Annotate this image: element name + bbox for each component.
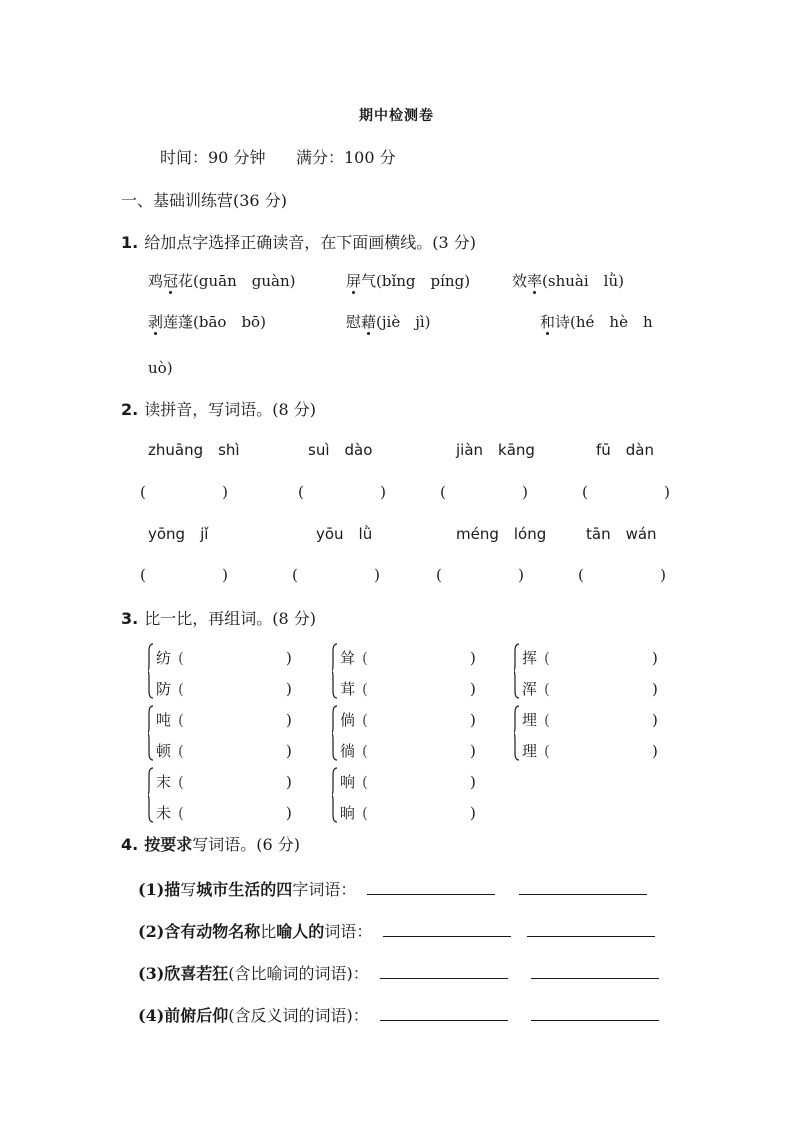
question-4-text: 写词语。(6 分) [192,835,300,854]
pinyin-3: jiàn kāng [456,441,535,459]
compare-group-2: 耸 ( ) 茸 ( ) [332,641,492,703]
brace-icon [148,767,154,823]
brace-icon [514,705,520,761]
answer-box-6[interactable]: ( ) [292,566,380,584]
question-3-prompt [121,611,316,627]
score-info: 满分：100 分 [296,148,396,167]
answer-line[interactable] [531,1006,659,1021]
compare-group-6: 埋 ( ) 理 ( ) [514,703,674,765]
brace-icon [332,643,338,699]
section-heading: 一、基础训练营(36 分) [121,191,287,210]
answer-box-8[interactable]: ( ) [578,566,666,584]
compare-group-5: 倘 ( ) 徜 ( ) [332,703,492,765]
compare-group-4: 吨 ( ) 顿 ( ) [148,703,308,765]
compare-group-1: 纺 ( ) 防 ( ) [148,641,308,703]
compare-group-7: 末 ( ) 未 ( ) [148,765,308,827]
pinyin-2: suì dào [308,441,373,459]
question-1-prompt [121,235,476,251]
question-2-text: 读拼音，写词语。(8 分) [144,400,316,419]
pinyin-8: tān wán [586,525,657,543]
answer-box-1[interactable]: ( ) [140,483,228,501]
pinyin-7: méng lóng [456,525,547,543]
answer-line[interactable] [531,964,659,979]
brace-icon [332,705,338,761]
q1-item-6: 和诗(hé hè h [540,313,653,331]
q1-item-6-cont: uò) [148,359,173,377]
q4-item-1: (1)描写城市生活的四字词语： [138,880,647,898]
answer-line[interactable] [519,880,647,895]
answer-line[interactable] [527,922,655,937]
q1-item-1: 鸡冠花(guān guàn) [148,272,296,290]
compare-group-3: 挥 ( ) 浑 ( ) [514,641,674,703]
question-2-number: 2. [121,400,139,419]
pinyin-5: yōng jǐ [148,525,209,543]
answer-box-5[interactable]: ( ) [140,566,228,584]
pinyin-1: zhuāng shì [148,441,240,459]
answer-box-2[interactable]: ( ) [298,483,386,501]
q1-item-3: 效率(shuài lǜ) [512,272,624,290]
brace-icon [332,767,338,823]
question-3-number: 3. [121,609,139,628]
answer-line[interactable] [383,922,511,937]
pinyin-6: yōu lǜ [316,525,373,543]
q1-item-4: 剥莲蓬(bāo bō) [148,313,266,331]
pinyin-4: fū dàn [596,441,655,459]
question-3-text: 比一比，再组词。(8 分) [144,609,316,628]
q1-item-2: 屏气(bǐng píng) [346,272,471,290]
question-2-prompt [121,402,316,418]
answer-line[interactable] [367,880,495,895]
q1-item-5: 慰藉(jiè jì) [346,313,431,331]
question-4-number: 4. [121,835,139,854]
page-title: 期中检测卷 [359,108,434,124]
q4-item-2: (2)含有动物名称比喻人的词语： [138,922,655,940]
q4-item-4: (4)前俯后仰(含反义词的词语)： [138,1006,659,1024]
brace-icon [514,643,520,699]
question-1-number: 1. [121,233,139,252]
answer-box-4[interactable]: ( ) [582,483,670,501]
question-1-text: 给加点字选择正确读音，在下面画横线。(3 分) [144,233,476,252]
brace-icon [148,705,154,761]
answer-box-7[interactable]: ( ) [436,566,524,584]
time-info: 时间：90 分钟 [160,148,266,167]
q4-item-3: (3)欣喜若狂(含比喻词的词语)： [138,964,659,982]
answer-line[interactable] [380,1006,508,1021]
question-4-prompt [121,837,300,853]
compare-group-8: 响 ( ) 晌 ( ) [332,765,492,827]
answer-box-3[interactable]: ( ) [440,483,528,501]
brace-icon [148,643,154,699]
question-4-text-bold: 按要求 [144,835,193,854]
answer-line[interactable] [380,964,508,979]
